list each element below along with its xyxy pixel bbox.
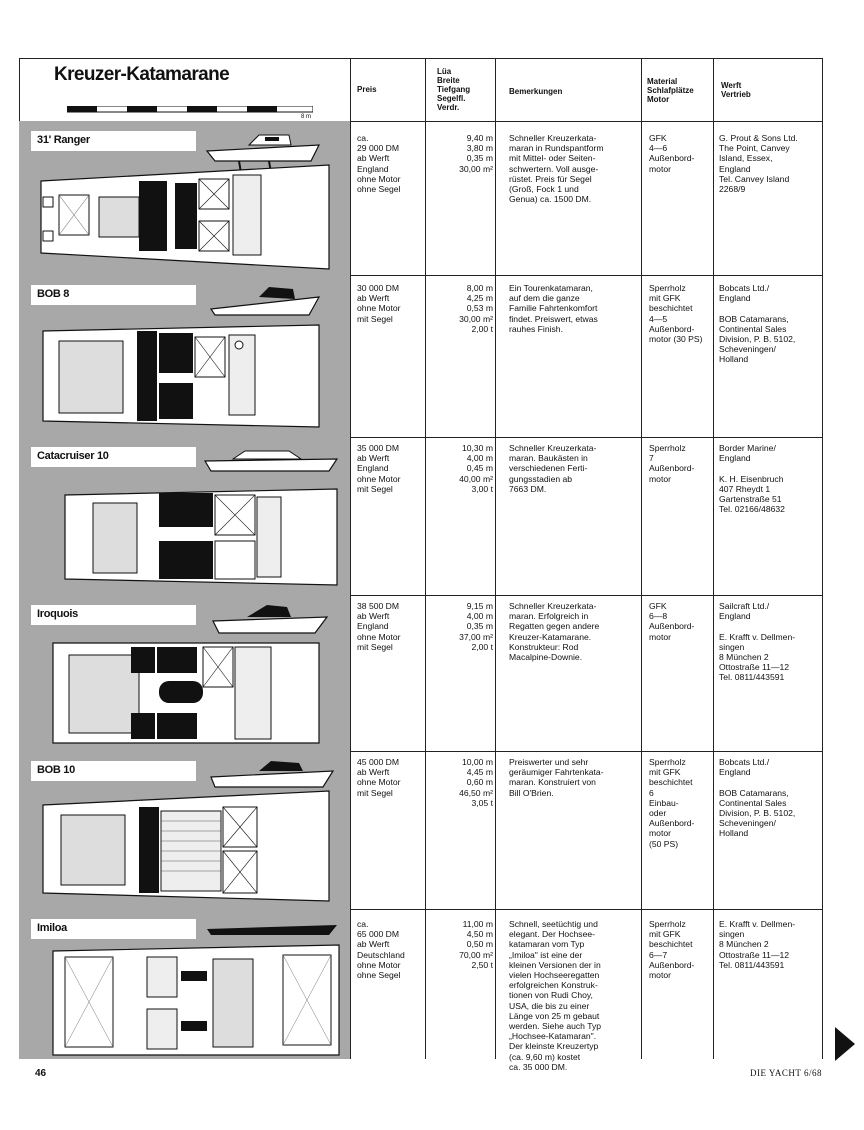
yard-cell: Bobcats Ltd./ England BOB Catamarans, Continental Sales Division, P. B. 5102, Scheveningen/ Holland [719,757,796,839]
dims-cell: 8,00 m 4,25 m 0,53 m 30,00 m² 2,00 t [459,283,493,334]
title-block [19,59,350,121]
remarks-cell: Ein Tourenkatamaran, auf dem die ganze Familie Fahrtenkomfort findet. Preiswert, etwas rauhes Finish. [509,283,598,334]
page-number: 46 [35,1068,47,1079]
boat-row [19,275,823,437]
remarks-cell: Schneller Kreuzerkata- maran. Baukästen in verschiedenen Ferti- gungsstadien ab 7663 DM. [509,443,597,494]
header-material: Material Schlafplätze Motor [647,77,694,104]
boat-row [19,751,823,909]
boat-drawing-panel [19,121,350,275]
price-cell: ca. 65 000 DM ab Werft Deutschland ohne Motor ohne Segel [357,919,405,981]
boat-row [19,121,823,275]
next-page-arrow-icon [835,1027,855,1061]
price-cell: 30 000 DM ab Werft ohne Motor mit Segel [357,283,401,324]
remarks-cell: Preiswerter und sehr geräumiger Fahrtenkata- maran. Konstruiert von Bill O'Brien. [509,757,604,798]
remarks-cell: Schneller Kreuzerkata- maran in Rundspantform mit Mittel- oder Seiten- schwertern. Voll ausge- rüstet. Preis für Segel (Groß, Fock 1 und Genua) ca. 1500 DM. [509,133,604,205]
yard-cell: G. Prout & Sons Ltd. The Point, Canvey Island, Essex, England Tel. Canvey Island 2268/9 [719,133,798,195]
dims-cell: 11,00 m 4,50 m 0,50 m 70,00 m² 2,50 t [459,919,493,970]
material-cell: Sperrholz mit GFK beschichtet 4—5 Außenbord- motor (30 PS) [649,283,703,345]
dims-cell: 10,00 m 4,45 m 0,60 m 46,50 m² 3,05 t [459,757,493,808]
boat-row [19,595,823,751]
yard-cell: Sailcraft Ltd./ England E. Krafft v. Dellmen- singen 8 München 2 Ottostraße 11—12 Tel. 0811/443591 [719,601,796,683]
material-cell: Sperrholz 7 Außenbord- motor [649,443,695,484]
boat-name-label: BOB 10 [31,761,196,781]
dims-cell: 9,15 m 4,00 m 0,35 m 37,00 m² 2,00 t [459,601,493,652]
dims-cell: 9,40 m 3,80 m 0,35 m 30,00 m² [459,133,493,174]
material-cell: GFK 6—8 Außenbord- motor [649,601,695,642]
price-cell: ca. 29 000 DM ab Werft England ohne Motor ohne Segel [357,133,401,195]
boat-name-label: 31' Ranger [31,131,196,151]
dims-cell: 10,30 m 4,00 m 0,45 m 40,00 m² 3,00 t [459,443,493,494]
catamaran-table [19,58,823,1072]
boat-drawing-panel [19,595,350,751]
boat-drawing-panel [19,275,350,437]
header-yard: Werft Vertrieb [721,81,751,99]
boat-row [19,909,823,1072]
boat-name-label: Iroquois [31,605,196,625]
boat-name-label: BOB 8 [31,285,196,305]
price-cell: 35 000 DM ab Werft England ohne Motor mit Segel [357,443,401,494]
yard-cell: Border Marine/ England K. H. Eisenbruch 407 Rheydt 1 Gartenstraße 51 Tel. 02166/48632 [719,443,785,515]
yard-cell: E. Krafft v. Dellmen- singen 8 München 2 Ottostraße 11—12 Tel. 0811/443591 [719,919,796,970]
boat-name-label: Catacruiser 10 [31,447,196,467]
magazine-footer: DIE YACHT 6/68 [750,1068,822,1078]
scale-bar [67,106,313,113]
boat-row [19,437,823,595]
remarks-cell: Schneller Kreuzerkata- maran. Erfolgreich in Regatten gegen andere Kreuzer-Katamarane. Konstrukteur: Rod Macalpine-Downie. [509,601,600,663]
price-cell: 45 000 DM ab Werft ohne Motor mit Segel [357,757,401,798]
boat-drawing-panel [19,437,350,595]
scale-label: 8 m [301,114,312,120]
price-cell: 38 500 DM ab Werft England ohne Motor mit Segel [357,601,401,652]
material-cell: Sperrholz mit GFK beschichtet 6—7 Außenbord- motor [649,919,695,981]
boat-name-label: Imiloa [31,919,196,939]
header-price: Preis [357,85,377,94]
yard-cell: Bobcats Ltd./ England BOB Catamarans, Continental Sales Division, P. B. 5102, Scheveningen/ Holland [719,283,796,365]
header-remarks: Bemerkungen [509,87,563,96]
page-title: Kreuzer-Katamarane [54,64,230,85]
material-cell: GFK 4—6 Außenbord- motor [649,133,695,174]
remarks-cell: Schnell, seetüchtig und elegant. Der Hochsee- katamaran vom Typ „Imiloa" ist eine der kleinen Versionen der in vielen Hochseeregatten erfolgreichen Konstruk- tionen von Rudi Choy, USA, die bis zu einer Länge von 25 m gebaut werden. Siehe auch Typ „Hochsee-Katamaran". Der kleinste Kreuzertyp (ca. 9,60 m) kostet ca. 35 000 DM. [509,919,602,1072]
header-dims: Lüa Breite Tiefgang Segelfl. Verdr. [437,67,471,112]
boat-drawing-panel [19,909,350,1059]
material-cell: Sperrholz mit GFK beschichtet 6 Einbau- oder Außenbord- motor (50 PS) [649,757,695,849]
boat-drawing-panel [19,751,350,909]
